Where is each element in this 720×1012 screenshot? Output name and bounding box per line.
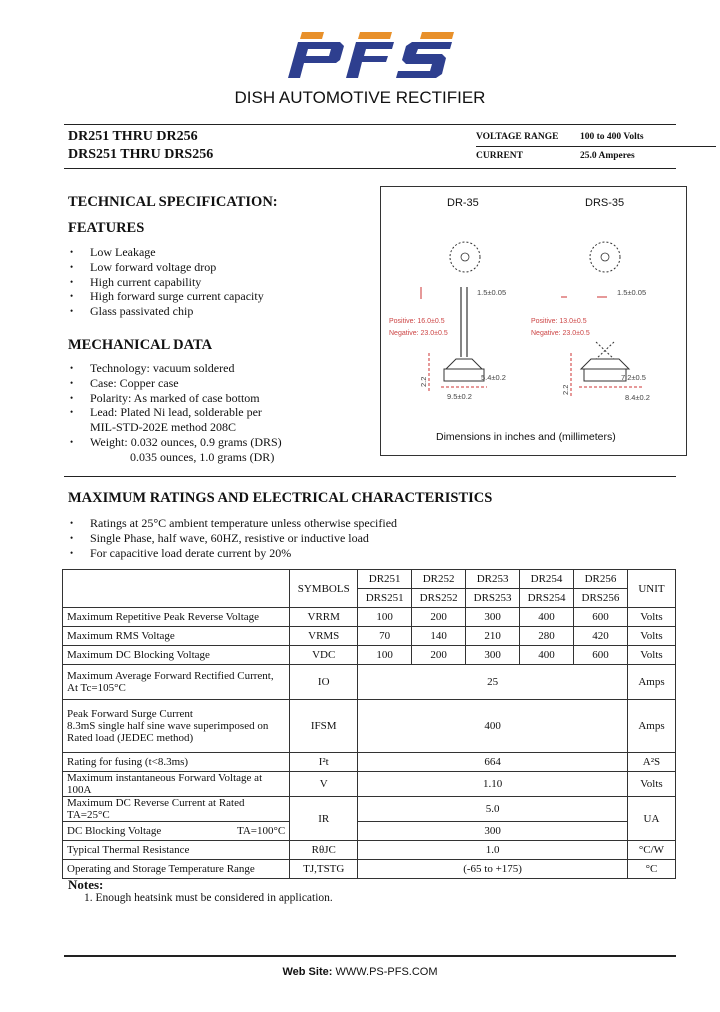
symbol-cell: RθJC	[290, 841, 358, 860]
logo-letter-f	[346, 42, 394, 78]
spec-value: 100 to 400 Volts	[580, 132, 644, 142]
part-header: DR253	[466, 570, 520, 589]
drs-positive-dim: Positive: 13.0±0.5	[531, 318, 587, 325]
spec-value: 25.0 Amperes	[580, 151, 635, 161]
footer	[0, 966, 720, 978]
param-cell: Maximum DC Reverse Current at Rated TA=25°C	[63, 797, 290, 822]
param-cell: Maximum instantaneous Forward Voltage at 100A	[63, 772, 290, 797]
value-cell: 1.0	[358, 841, 628, 860]
value-cell: 70	[358, 627, 412, 646]
list-item: • Low Leakage	[68, 245, 368, 260]
unit-cell: A²S	[627, 753, 675, 772]
dr-base-dim: 9.5±0.2	[447, 392, 472, 401]
table-row	[63, 627, 676, 646]
unit-cell: Volts	[627, 608, 675, 627]
param-cell	[63, 822, 290, 841]
symbol-cell: IR	[290, 797, 358, 841]
features-list	[68, 245, 368, 319]
list-item: • Single Phase, half wave, 60HZ, resistive or inductive load	[68, 531, 668, 546]
drs-body-dim: 7.2±0.5	[621, 373, 646, 382]
param-cell: Typical Thermal Resistance	[63, 841, 290, 860]
unit-cell: Amps	[627, 665, 675, 700]
value-cell: 400	[520, 646, 574, 665]
section-rule	[64, 476, 676, 477]
ratings-table	[62, 569, 676, 879]
footer-rule	[64, 955, 676, 957]
unit-cell: Amps	[627, 700, 675, 753]
symbol-cell: V	[290, 772, 358, 797]
table-row	[63, 822, 676, 841]
unit-cell: °C	[627, 860, 675, 879]
value-cell: 400	[520, 608, 574, 627]
table-row	[63, 646, 676, 665]
param-line: TA=100°C	[237, 825, 286, 837]
mechanical-list	[68, 361, 368, 465]
website-link[interactable]: WWW.PS-PFS.COM	[335, 966, 438, 978]
list-item: • Case: Copper case	[68, 376, 368, 391]
logo-bar-orange	[300, 32, 324, 39]
param-cell: Maximum Repetitive Peak Reverse Voltage	[63, 608, 290, 627]
param-line: Rated load (JEDEC method)	[67, 732, 194, 744]
notes-heading: Notes:	[68, 877, 104, 892]
param-cell	[63, 665, 290, 700]
spec-current	[476, 147, 716, 165]
symbol-cell: TJ,TSTG	[290, 860, 358, 879]
drs-lead-dim: 1.5±0.05	[617, 288, 647, 297]
unit-header: UNIT	[627, 570, 675, 608]
diagram-caption: Dimensions in inches and (millimeters)	[436, 431, 616, 443]
unit-cell: UA	[627, 797, 675, 841]
logo-bar-orange	[358, 32, 392, 39]
table-row	[63, 700, 676, 753]
part-header: DR251	[358, 570, 412, 589]
param-line: At Tc=105°C	[67, 682, 126, 694]
symbol-cell: VDC	[290, 646, 358, 665]
value-cell: 400	[358, 700, 628, 753]
part-header: DRS254	[520, 589, 574, 608]
param-line: Maximum Average Forward Rectified Current,	[67, 670, 274, 682]
dr-negative-dim: Negative: 23.0±0.5	[389, 330, 448, 337]
unit-cell: °C/W	[627, 841, 675, 860]
list-item: 0.035 ounces, 1.0 grams (DR)	[130, 449, 275, 464]
list-item: • High forward surge current capacity	[68, 289, 368, 304]
symbol-cell: VRMS	[290, 627, 358, 646]
value-cell: 300	[358, 822, 628, 841]
tech-spec-heading: TECHNICAL SPECIFICATION:	[68, 194, 278, 210]
part-range-dr: DR251 THRU DR256	[68, 129, 198, 144]
list-item: MIL-STD-202E method 208C	[90, 420, 236, 435]
dr-lead-dim: 1.5±0.05	[477, 288, 507, 297]
dr-positive-dim: Positive: 16.0±0.5	[389, 318, 445, 325]
value-cell: 210	[466, 627, 520, 646]
table-row	[63, 860, 676, 879]
table-row	[63, 841, 676, 860]
header-rule	[64, 168, 676, 169]
footer-label: Web Site:	[282, 966, 333, 978]
list-item: • Glass passivated chip	[68, 304, 368, 319]
header-rule-top	[64, 124, 676, 125]
ratings-conditions	[68, 516, 668, 560]
value-cell: 100	[358, 608, 412, 627]
logo-bar-orange	[420, 32, 454, 39]
drs-height-dim: 2.2	[561, 384, 570, 395]
list-item: • Polarity: As marked of case bottom	[68, 391, 368, 406]
value-cell: 280	[520, 627, 574, 646]
note-item: 1. Enough heatsink must be considered in application.	[84, 892, 333, 904]
package-diagram	[380, 186, 687, 456]
document-title: DISH AUTOMOTIVE RECTIFIER	[234, 88, 486, 107]
param-cell	[63, 700, 290, 753]
symbols-header: SYMBOLS	[290, 570, 358, 608]
value-cell: 100	[358, 646, 412, 665]
value-cell: 600	[574, 646, 628, 665]
part-header: DR256	[574, 570, 628, 589]
spec-summary	[476, 128, 716, 165]
list-item: • Lead: Plated Ni lead, solderable per	[68, 405, 368, 420]
spec-voltage	[476, 128, 716, 146]
value-cell: 25	[358, 665, 628, 700]
param-line: 8.3mS single half sine wave superimposed on	[67, 720, 269, 732]
dr-body-dim: 5.4±0.2	[481, 373, 506, 382]
drs-negative-dim: Negative: 23.0±0.5	[531, 330, 590, 337]
part-header: DRS252	[412, 589, 466, 608]
table-row	[63, 608, 676, 627]
part-header: DRS251	[358, 589, 412, 608]
symbol-cell: VRRM	[290, 608, 358, 627]
part-header: DR254	[520, 570, 574, 589]
spec-label: CURRENT	[476, 151, 523, 161]
symbol-cell: I²t	[290, 753, 358, 772]
table-header-row	[63, 570, 676, 589]
param-cell: Maximum RMS Voltage	[63, 627, 290, 646]
value-cell: 664	[358, 753, 628, 772]
param-cell: Rating for fusing (t<8.3ms)	[63, 753, 290, 772]
value-cell: 140	[412, 627, 466, 646]
value-cell: 420	[574, 627, 628, 646]
list-item: • For capacitive load derate current by 20%	[68, 546, 668, 561]
unit-cell: Volts	[627, 646, 675, 665]
drs-base-dim: 8.4±0.2	[625, 393, 650, 402]
value-cell: 5.0	[358, 797, 628, 822]
list-item: • Technology: vacuum soldered	[68, 361, 368, 376]
table-row	[63, 797, 676, 822]
param-cell: Maximum DC Blocking Voltage	[63, 646, 290, 665]
value-cell: 300	[466, 608, 520, 627]
table-row	[63, 665, 676, 700]
part-header: DR252	[412, 570, 466, 589]
table-row	[63, 753, 676, 772]
dr-height-dim: 2.2	[419, 376, 428, 387]
unit-cell: Volts	[627, 627, 675, 646]
ratings-heading: MAXIMUM RATINGS AND ELECTRICAL CHARACTERISTICS	[68, 490, 493, 506]
logo-letter-p	[288, 42, 344, 78]
value-cell: 1.10	[358, 772, 628, 797]
unit-cell: Volts	[627, 772, 675, 797]
value-cell: (-65 to +175)	[358, 860, 628, 879]
value-cell: 600	[574, 608, 628, 627]
spec-label: VOLTAGE RANGE	[476, 132, 559, 142]
logo-letter-s	[396, 42, 452, 78]
param-line: DC Blocking Voltage	[67, 825, 162, 837]
value-cell: 300	[466, 646, 520, 665]
value-cell: 200	[412, 646, 466, 665]
list-item: • Weight: 0.032 ounces, 0.9 grams (DRS)	[68, 435, 368, 450]
dr35-label: DR-35	[447, 197, 479, 209]
symbol-cell: IO	[290, 665, 358, 700]
part-header: DRS256	[574, 589, 628, 608]
mechanical-heading: MECHANICAL DATA	[68, 337, 213, 353]
table-row	[63, 772, 676, 797]
part-header: DRS253	[466, 589, 520, 608]
list-item: • Low forward voltage drop	[68, 260, 368, 275]
list-item: • Ratings at 25°C ambient temperature unless otherwise specified	[68, 516, 668, 531]
pfs-logo	[282, 30, 458, 80]
param-line: Peak Forward Surge Current	[67, 708, 193, 720]
part-range-drs: DRS251 THRU DRS256	[68, 147, 214, 162]
list-item: • High current capability	[68, 275, 368, 290]
value-cell: 200	[412, 608, 466, 627]
symbol-cell: IFSM	[290, 700, 358, 753]
drs35-label: DRS-35	[585, 197, 625, 209]
features-heading: FEATURES	[68, 220, 145, 236]
param-cell: Operating and Storage Temperature Range	[63, 860, 290, 879]
